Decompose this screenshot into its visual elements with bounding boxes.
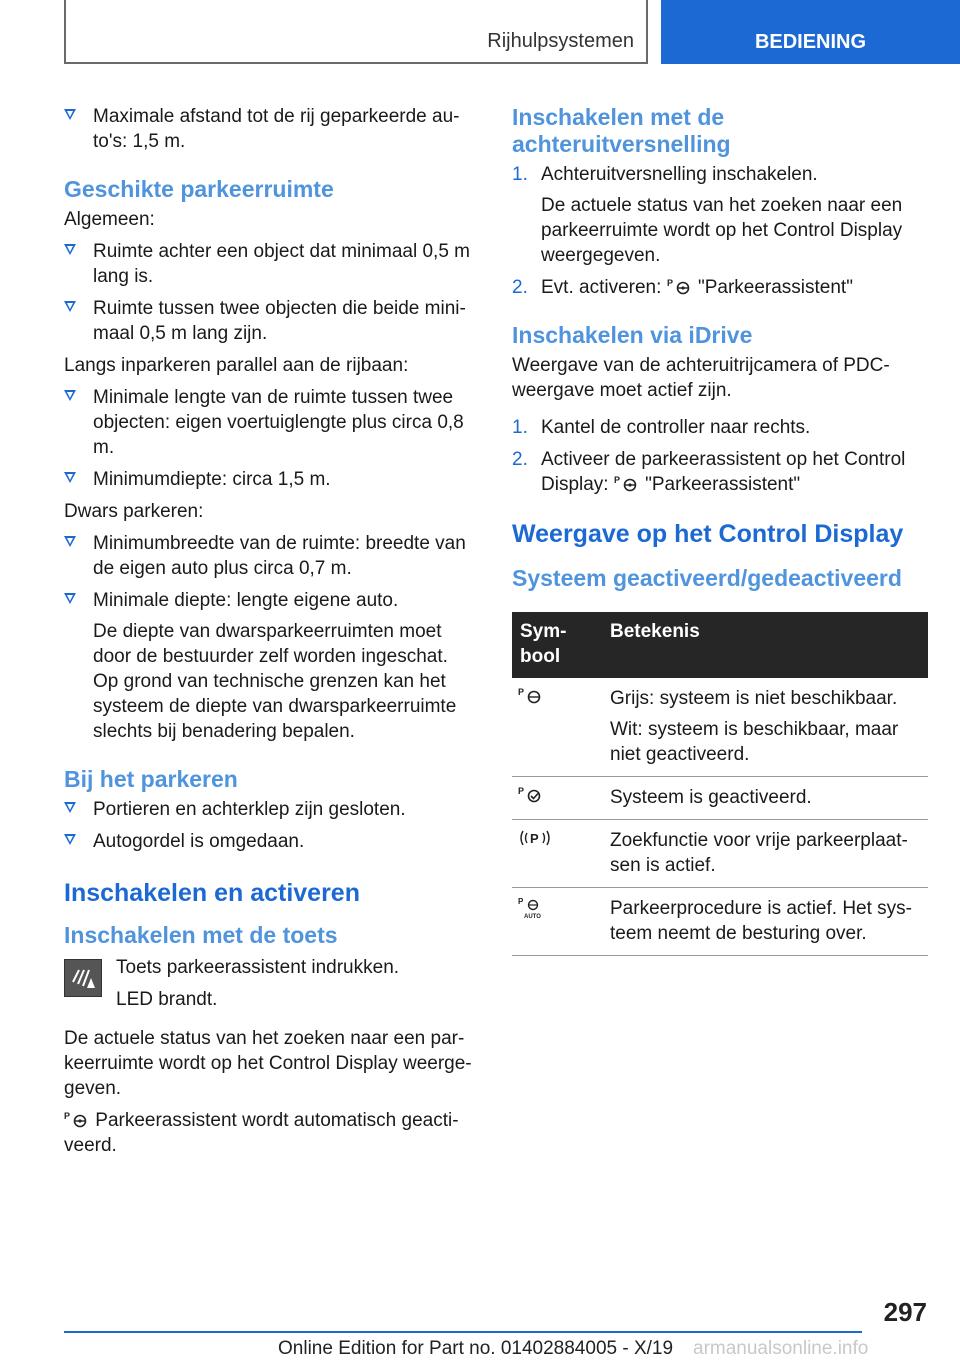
park-assist-available-icon [518,686,544,704]
heading-with-button: Inschakelen met de toets [64,922,338,948]
paragraph: Parkeerassistent wordt automatisch geacti‐veerd. [64,1110,459,1156]
heading-system-state: Systeem geactiveerd/gedeactiveerd [512,565,902,591]
numbered-step: 2. Evt. activeren: "Parkeerassistent" [512,277,853,298]
triangle-bullet-icon [64,301,76,312]
list-item: Minimumbreedte van de ruimte: breedte van de eigen auto plus circa 0,7 m. [64,531,476,581]
list-item: Minimale diepte: lengte eigene auto. De diepte van dwarsparkeerruimten moet door de bestuurder zelf worden ingeschat. Op grond van technische grenzen kan het systeem de diepte van dwarsparkeerruimte slechts bij benadering bepalen. [64,588,476,744]
triangle-bullet-icon [64,536,76,547]
table-row: P AUTO Parkeerprocedure is actief. Het sys‐teem neemt de besturing over. [512,888,928,956]
paragraph: Weergave van de achteruitrijcamera of PDC-weergave moet actief zijn. [512,355,890,401]
svg-text:P: P [530,831,539,846]
paragraph: De actuele status van het zoeken naar een par‐keerruimte wordt op het Control Display weerge‐geven. [64,1028,472,1099]
list-item: Minimale lengte van de ruimte tussen twee objecten: eigen voertuiglengte plus circa 0,8 m. [64,385,476,460]
park-assist-icon [614,474,640,492]
page-number: 297 [883,1297,927,1327]
heading-when-parking: Bij het parkeren [64,766,238,792]
list-item: Ruimte achter een object dat minimaal 0,5 m lang is. [64,239,476,289]
paragraph: Dwars parkeren: [64,501,204,522]
svg-text:P: P [518,786,525,796]
table-row: P Systeem is geactiveerd. [512,777,928,820]
step-detail: De actuele status van het zoeken naar een parkeerruimte wordt op het Control Display weergegeven. [541,195,903,266]
svg-text:P: P [518,687,525,697]
footer-edition: Online Edition for Part no. 01402884005 - X/19 [278,1338,674,1359]
parking-auto-icon [518,896,544,920]
svg-text:P: P [518,897,524,906]
numbered-step: 1. Kantel de controller naar rechts. [512,417,811,438]
list-item: Ruimte tussen twee objecten die beide mini‐maal 0,5 m lang zijn. [64,296,476,346]
list-item: Portieren en achterklep zijn gesloten. [64,797,476,822]
triangle-bullet-icon [64,834,76,845]
led-text: LED brandt. [116,989,218,1010]
triangle-bullet-icon [64,390,76,401]
list-item-detail: De diepte van dwarsparkeerruimten moet door de bestuurder zelf worden ingeschat. Op grond van technische grenzen kan het systeem de diepte van dwarsparkeerruimte slechts bij benadering bepalen. [93,621,457,742]
footer-divider [64,1331,862,1333]
heading-control-display: Weergave op het Control Display [512,520,904,548]
paragraph: Langs inparkeren parallel aan de rijbaan: [64,355,409,376]
column-header-symbol: Sym‐bool [512,612,602,678]
list-item: Minimumdiepte: circa 1,5 m. [64,467,476,492]
parking-search-icon [518,828,552,848]
triangle-bullet-icon [64,109,76,120]
table-header-row [512,612,928,678]
heading-activate: Inschakelen en activeren [64,879,360,907]
heading-suitable-space: Geschikte parkeerruimte [64,176,334,202]
watermark-text: armanualsonline.info [693,1338,869,1359]
list-item: Maximale afstand tot de rij geparkeerde au‐to's: 1,5 m. [64,104,476,154]
right-column [512,104,928,956]
table-row: P Zoekfunctie voor vrije parkeerplaat‐sen is actief. [512,820,928,888]
triangle-bullet-icon [64,472,76,483]
heading-idrive: Inschakelen via iDrive [512,322,753,348]
key-text: Toets parkeerassistent indrukken. [116,957,400,978]
list-item: Autogordel is omgedaan. [64,829,476,854]
left-column [64,104,476,1165]
park-assist-icon [64,1110,90,1128]
park-assist-button-icon [64,959,102,997]
symbol-table [512,612,928,956]
triangle-bullet-icon [64,593,76,604]
numbered-step: 2. Activeer de parkeerassistent op het Control Display: "Parkeerassistent" [512,449,906,495]
column-header-meaning: Betekenis [602,612,928,678]
triangle-bullet-icon [64,244,76,255]
triangle-bullet-icon [64,802,76,813]
table-row: P Grijs: systeem is niet beschikbaar. Wit: systeem is beschikbaar, maar niet geactiveerd. [512,678,928,777]
park-assist-icon [667,277,693,295]
section-title: Rijhulpsystemen [487,30,634,52]
park-assist-active-icon [518,785,544,803]
svg-text:AUTO: AUTO [524,914,541,920]
paragraph: Algemeen: [64,209,155,230]
heading-reverse-gear: Inschakelen met de achteruitversnelling [512,104,731,157]
chapter-tab[interactable]: BEDIENING [661,0,960,64]
numbered-step: 1. Achteruitversnelling inschakelen. De actuele status van het zoeken naar een parkeerruimte wordt op het Control Display weergegeven. [512,162,928,268]
key-instruction [64,955,476,1012]
